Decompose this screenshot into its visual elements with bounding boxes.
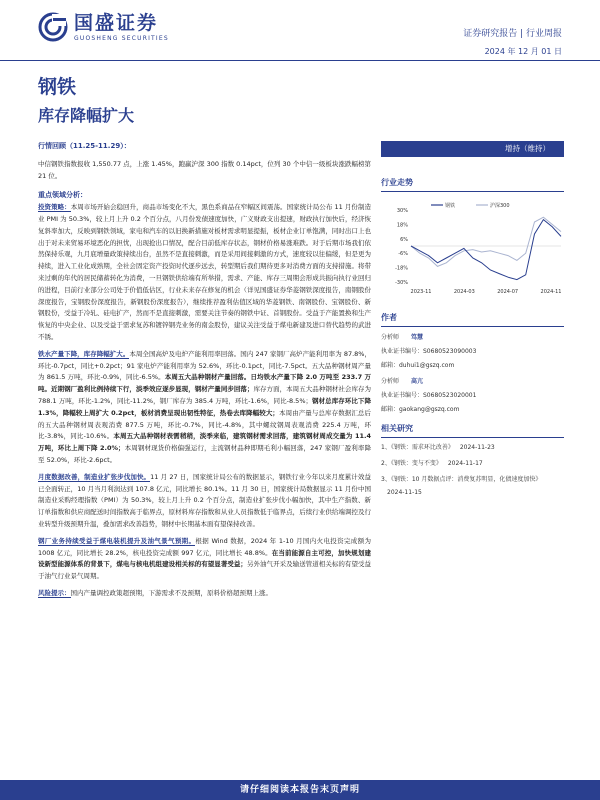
y-tick-label: -30% [395,280,408,286]
y-tick-label: 18% [396,222,408,229]
trend-title: 行业走势 [381,177,564,192]
review-section [38,141,371,182]
author-2 [381,375,564,417]
power-paragraph [38,536,371,583]
legend-steel: 钢铁 [445,203,456,209]
author-1-email[interactable]: 邮箱：duhui1@gszq.com [381,362,455,369]
monthly-text: 11 月 27 日，国家统计局公布的数据显示，钢铁行业今年以来月度累计效益已全面转正，10 月当月利润达到 107.8 亿元，同比增长 80.1%。11 月 30 日，国家统计局数据显示 11 月份中国制造业采购经理指数（PMI）为 50.3%，较上月上升 0.2 个百分点，制造业扩张步伐小幅加快，其中生产指数、新订单指数和供应商配送时间指数高于临界点，原材料库存指数和从业人员指数低于临界点，后续行业供给端调控及行业转型升级预期升温，叠加需求改善趋势，钢材中长期基本面有望保持改善。 [38,472,371,528]
supply-text: 本周全国高炉及电炉产能利用率回落。国内 247 家钢厂高炉产能利用率为 87.8%，环比-0.7pct，同比+0.2pct；91 家电炉产能利用率为 52.6%，环比-0.1pct，同比-7.5pct。五大品种钢材周产量为 861.5 万吨，环比-0.9%，同比-6.5%。 [38,349,372,382]
focus-heading: 重点领域分析： [38,191,87,200]
authors-title: 作者 [381,312,564,327]
monthly-paragraph [38,472,371,531]
author-1 [381,331,564,373]
power-text: 根据 Wind 数据，2024 年 1-10 月国内火电投资完成额为 1008 亿元，同比增长 28.2%，核电投资完成额 997 亿元，同比增长 48.8%。 [38,536,371,557]
industry-name: 钢铁 [38,76,77,98]
report-title: 库存降幅扩大 [38,106,135,125]
power-text-2: 另外油气开采及输送管道相关标的有望受益于油气行业景气周期。 [38,560,372,581]
page-header [0,0,600,62]
main-body [38,141,371,600]
risk-lead: 风险提示： [38,588,71,597]
author-2-email[interactable]: 邮箱：gaokang@gszq.com [381,406,460,413]
author-1-cert: 执业证书编号：S0680523090003 [381,348,477,355]
related-item[interactable]: 1、《钢铁：需求环比改善》 2024-11-23 [381,444,495,451]
author-2-role: 分析师 [381,378,400,385]
power-bold: 在当前能源自主可控，加快规划建设新型能源体系的背景下，煤电与核电机组建设相关标的有望显著受益； [38,548,372,569]
logo-text-cn: 国盛证券 [74,11,159,34]
monthly-lead: 月度数据改善，制造业扩张步伐加快。 [38,472,151,481]
y-tick-label: 30% [396,208,408,214]
x-tick-label: 2024-07 [497,289,519,295]
related-title: 相关研究 [381,423,564,438]
header-divider [0,60,600,61]
strategy-paragraph [38,202,371,344]
guosheng-logo-icon [38,12,68,42]
supply-paragraph [38,349,371,467]
risk-paragraph [38,588,371,600]
supply-bold-3: 本周五大品种钢材表需稍稍，淡季来临，建筑钢材需求回落，建筑钢材周成交量为 11.4 万吨，环比上周下降 2.0%； [38,432,371,453]
y-tick-label: 6% [400,236,408,243]
supply-bold-1: 本周五大品种钢材产量回落。日均铁水产量下降 2.0 万吨至 233.7 万吨。近期钢厂盈利比例持续下行，淡季效应逐步显现，钢材产量同步回落； [38,373,371,394]
x-tick-label: 2024-03 [453,289,475,295]
x-tick-label: 2023-11 [410,289,432,295]
footer-banner: 请仔细阅读本报告末页声明 [0,780,600,800]
author-2-name: 高亢 [411,378,424,385]
logo-text-en: GUOSHENG SECURITIES [74,34,169,42]
supply-bold-2: 钢材总库存环比下降 1.3%，降幅较上周扩大 0.2pct，板材消费呈现出韧性特征，热卷去库降幅较大； [38,396,371,417]
sidebar [381,141,564,499]
supply-text-4: 本周钢材现货价格偏强运行，主流钢材品种即期毛利小幅回落，247 家钢厂盈利率降至 52.0%，环比-2.6pct。 [38,444,371,464]
report-type: 证券研究报告 | 行业周报 [463,29,562,39]
risk-text: 国内产量调控政策超预期，下游需求不及预期，原料价格超预期上涨。 [70,588,272,597]
author-2-cert: 执业证书编号：S0680523020001 [381,392,477,399]
y-tick-label: -18% [395,265,408,272]
logo [38,12,169,42]
related-item[interactable]: 2、《钢铁：变与不变》 2024-11-17 [381,460,483,467]
trend-chart [381,198,564,298]
review-heading: 行情回顾（11.25-11.29）： [38,142,131,150]
supply-text-3: 本周由产量与总库存数据汇总后的五大品种钢材周表观消费 877.5 万吨，环比-0.7%，同比-4.8%，其中螺纹钢周表观消费 225.4 万吨，环比-3.8%，同比-10.6%。 [38,408,372,441]
author-1-role: 分析师 [381,334,400,341]
supply-lead: 铁水产量下降，库存降幅扩大。 [38,349,130,358]
series-steel-line [411,220,561,280]
legend-hs300: 沪深300 [490,203,510,209]
rating-badge: 增持（维持） [381,141,564,157]
x-tick-label: 2024-11 [540,289,562,295]
author-1-name: 笃慧 [411,334,424,341]
review-text: 中信钢铁指数报收 1,550.77 点，上涨 1.45%，跑赢沪深 300 指数 0.14pct，位列 30 个中信一级板块涨跌幅榜第 21 位。 [38,159,371,180]
report-date: 2024 年 12 月 01 日 [484,47,562,56]
related-item[interactable]: 3、《钢铁：10 月数据点评：消费复苏明显，化债速度加快》2024-11-15 [381,476,542,496]
supply-text-2: 库存方面，本周五大品种钢材社会库存为 788.1 万吨，环比-1.2%，同比-11.2%，钢厂库存为 385.4 万吨，环比-1.6%，同比-8.5%； [38,385,372,405]
y-tick-label: -6% [398,251,408,258]
strategy-lead: 投资策略： [38,203,71,212]
strategy-text: 本周市场开始会稳回升，商品市场变化不大，黑色系商品在窄幅区间震荡。国家统计局公布 11 月份制造业 PMI 为 50.3%，较上月上升 0.2 个百分点，八月份发债速度加快，广义财政支出提速，财政执行加快后，经济恢复斜率加大，反映到钢铁领域，家电和汽车的以旧换新措施对板材需求明显提振，板材企业订单饱满，同时出口上也出于对未来贸易环境恶化的担忧，出现抢出口情况，配合目前低库存状态，钢材价格易涨难跌。对于后期市场我们依然保持乐观，九月底增量政策持续出台，虽然不是直接刺激，而是采用间接刺激的方式，速度较以往偏缓，但是更为持续，进入工业化成熟期，全社会固定资产投资时代逐步远去，转型期后我们期待更多对消费方面的支持措施。将带来过剩的年代的居民储蓄转化为消费，一旦钢铁供给端有所举措，需求、产能、库存三周期会形成共振向执行业回归的进程，目前行业部分公司处于价值低估区，行业未来存在修复的机会（详见国盛证券华菱钢铁深度报告，南钢股份深度报告，宝钢股份深度报告，新钢股份深度报告），继续推荐盈利估值区域的华菱钢铁、南钢股份、宝钢股份、新钢股份，受益于冷轧、硅电扩产，然而不是直接刺激，需要关注节奏的钢铁中证、首钢股份。受益于产能置换和生产恢复的中央企业、以及受益于需求复苏和镀锌钢壳业务的南金股份，建议关注受益于煤电新建及进口替代趋势的武进不锈。 [38,203,372,341]
power-lead: 钢厂业务持续受益于煤电装机提升及油气景气预期。 [38,536,196,545]
